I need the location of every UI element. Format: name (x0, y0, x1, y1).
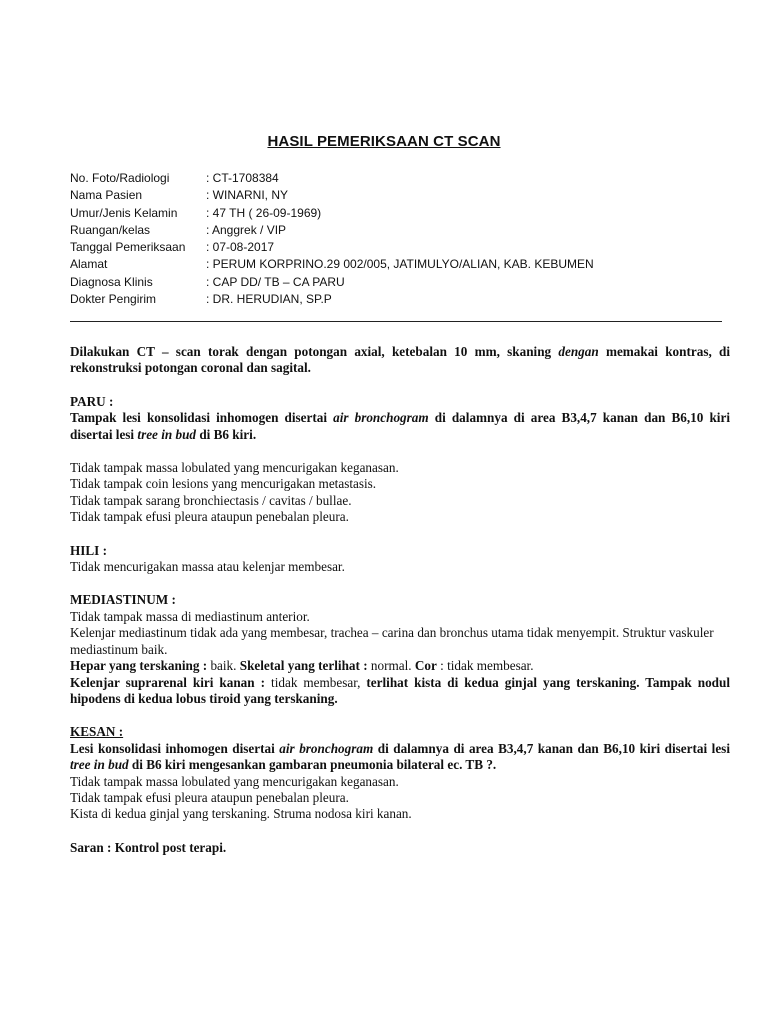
kesan-emphasis-b: tree in bud (70, 757, 129, 773)
skeletal-label: Skeletal yang terlihat : (239, 658, 368, 674)
intro-text-b: memakai kontras, di rekonstruksi potongan coronal dan sagital. (70, 344, 731, 376)
meta-value: : CT-1708384 (206, 171, 279, 185)
kesan-line: Tidak tampak efusi pleura ataupun penebalan pleura. (70, 789, 349, 805)
intro-emphasis: dengan (558, 344, 599, 359)
meta-label: Nama Pasien (70, 188, 143, 203)
suprarenal-bold: terlihat kista di kedua ginjal yang terskaning. Tampak nodul hipodens di kedua lobus tiroid yang terskaning. (70, 674, 731, 706)
paru-finding (70, 410, 730, 443)
patient-info (70, 170, 594, 308)
report-body (70, 344, 730, 856)
kesan-finding (70, 741, 730, 774)
meta-row (70, 256, 594, 273)
intro-text-a: Dilakukan CT – scan torak dengan potongan axial, ketebalan 10 mm, skaning (70, 344, 559, 359)
hepar-label: Hepar yang terskaning : (70, 658, 208, 674)
meta-value: : 07-08-2017 (206, 240, 275, 255)
kesan-heading: KESAN : (70, 724, 124, 740)
meta-label: No. Foto/Radiologi (70, 171, 170, 185)
meta-label: Alamat (70, 257, 108, 272)
paru-line: Tidak tampak massa lobulated yang mencurigakan keganasan. (70, 460, 399, 476)
meta-value: : Anggrek / VIP (206, 222, 287, 237)
meta-label: Tanggal Pemeriksaan (70, 240, 186, 255)
meta-value: : 47 TH ( 26-09-1969) (206, 205, 322, 220)
kesan-text-a: Lesi konsolidasi inhomogen disertai (70, 740, 280, 756)
suprarenal-finding (70, 675, 730, 708)
meta-label: Diagnosa Klinis (70, 274, 153, 289)
meta-row (70, 291, 594, 308)
meta-value: : CAP DD/ TB – CA PARU (206, 274, 345, 289)
hepar-value: baik. (207, 658, 240, 674)
paru-heading: PARU : (70, 393, 114, 409)
meta-row (70, 187, 594, 204)
paru-line: Tidak tampak efusi pleura ataupun penebalan pleura. (70, 509, 349, 525)
paru-text-a: Tampak lesi konsolidasi inhomogen disertai (70, 410, 334, 426)
meta-label: Umur/Jenis Kelamin (70, 205, 178, 220)
meta-row (70, 205, 594, 222)
paru-emphasis-a: air bronchogram (333, 410, 429, 426)
cor-label: Cor (414, 658, 437, 674)
paru-text-b: di dalamnya di area B3,4,7 kanan dan B6,10 kiri disertai lesi (70, 410, 730, 442)
kesan-emphasis-a: air bronchogram (279, 740, 374, 756)
cor-value: : tidak membesar. (436, 658, 534, 674)
meta-row (70, 274, 594, 291)
kesan-line: Kista di kedua ginjal yang terskaning. Struma nodosa kiri kanan. (70, 806, 412, 822)
paru-emphasis-b: tree in bud (137, 426, 197, 442)
mediastinum-line: Kelenjar mediastinum tidak ada yang membesar, trachea – carina dan bronchus utama tidak menyempit. Struktur vaskuler mediastinum baik. (70, 625, 714, 657)
meta-row (70, 222, 594, 239)
meta-label: Ruangan/kelas (70, 222, 151, 237)
separator-line (70, 321, 722, 322)
paru-line: Tidak tampak sarang bronchiectasis / cavitas / bullae. (70, 492, 352, 508)
mediastinum-heading: MEDIASTINUM : (70, 592, 176, 608)
meta-row (70, 170, 594, 187)
report-title: HASIL PEMERIKSAAN CT SCAN (267, 133, 501, 150)
intro-paragraph (70, 344, 730, 377)
kesan-line: Tidak tampak massa lobulated yang mencurigakan keganasan. (70, 773, 399, 789)
hili-heading: HILI : (70, 542, 108, 558)
kesan-text-c: di B6 kiri mengesankan gambaran pneumonia bilateral ec. TB ?. (128, 757, 497, 773)
hili-line: Tidak mencurigakan massa atau kelenjar membesar. (70, 559, 345, 575)
suprarenal-value: tidak membesar, (265, 674, 367, 690)
meta-row (70, 239, 594, 256)
skeletal-value: normal. (367, 658, 415, 674)
paru-text-c: di B6 kiri. (196, 426, 257, 442)
meta-value: : DR. HERUDIAN, SP.P (206, 292, 332, 307)
suprarenal-label: Kelenjar suprarenal kiri kanan : (70, 674, 266, 690)
meta-label: Dokter Pengirim (70, 292, 157, 307)
paru-line: Tidak tampak coin lesions yang mencurigakan metastasis. (70, 476, 377, 492)
kesan-text-b: di dalamnya di area B3,4,7 kanan dan B6,10 kiri disertai lesi (373, 740, 730, 756)
meta-value: : WINARNI, NY (206, 188, 289, 203)
meta-value: : PERUM KORPRINO.29 002/005, JATIMULYO/ALIAN, KAB. KEBUMEN (206, 257, 594, 272)
organ-summary (70, 658, 730, 674)
saran-line: Saran : Kontrol post terapi. (70, 839, 227, 855)
mediastinum-line: Tidak tampak massa di mediastinum anterior. (70, 608, 310, 624)
